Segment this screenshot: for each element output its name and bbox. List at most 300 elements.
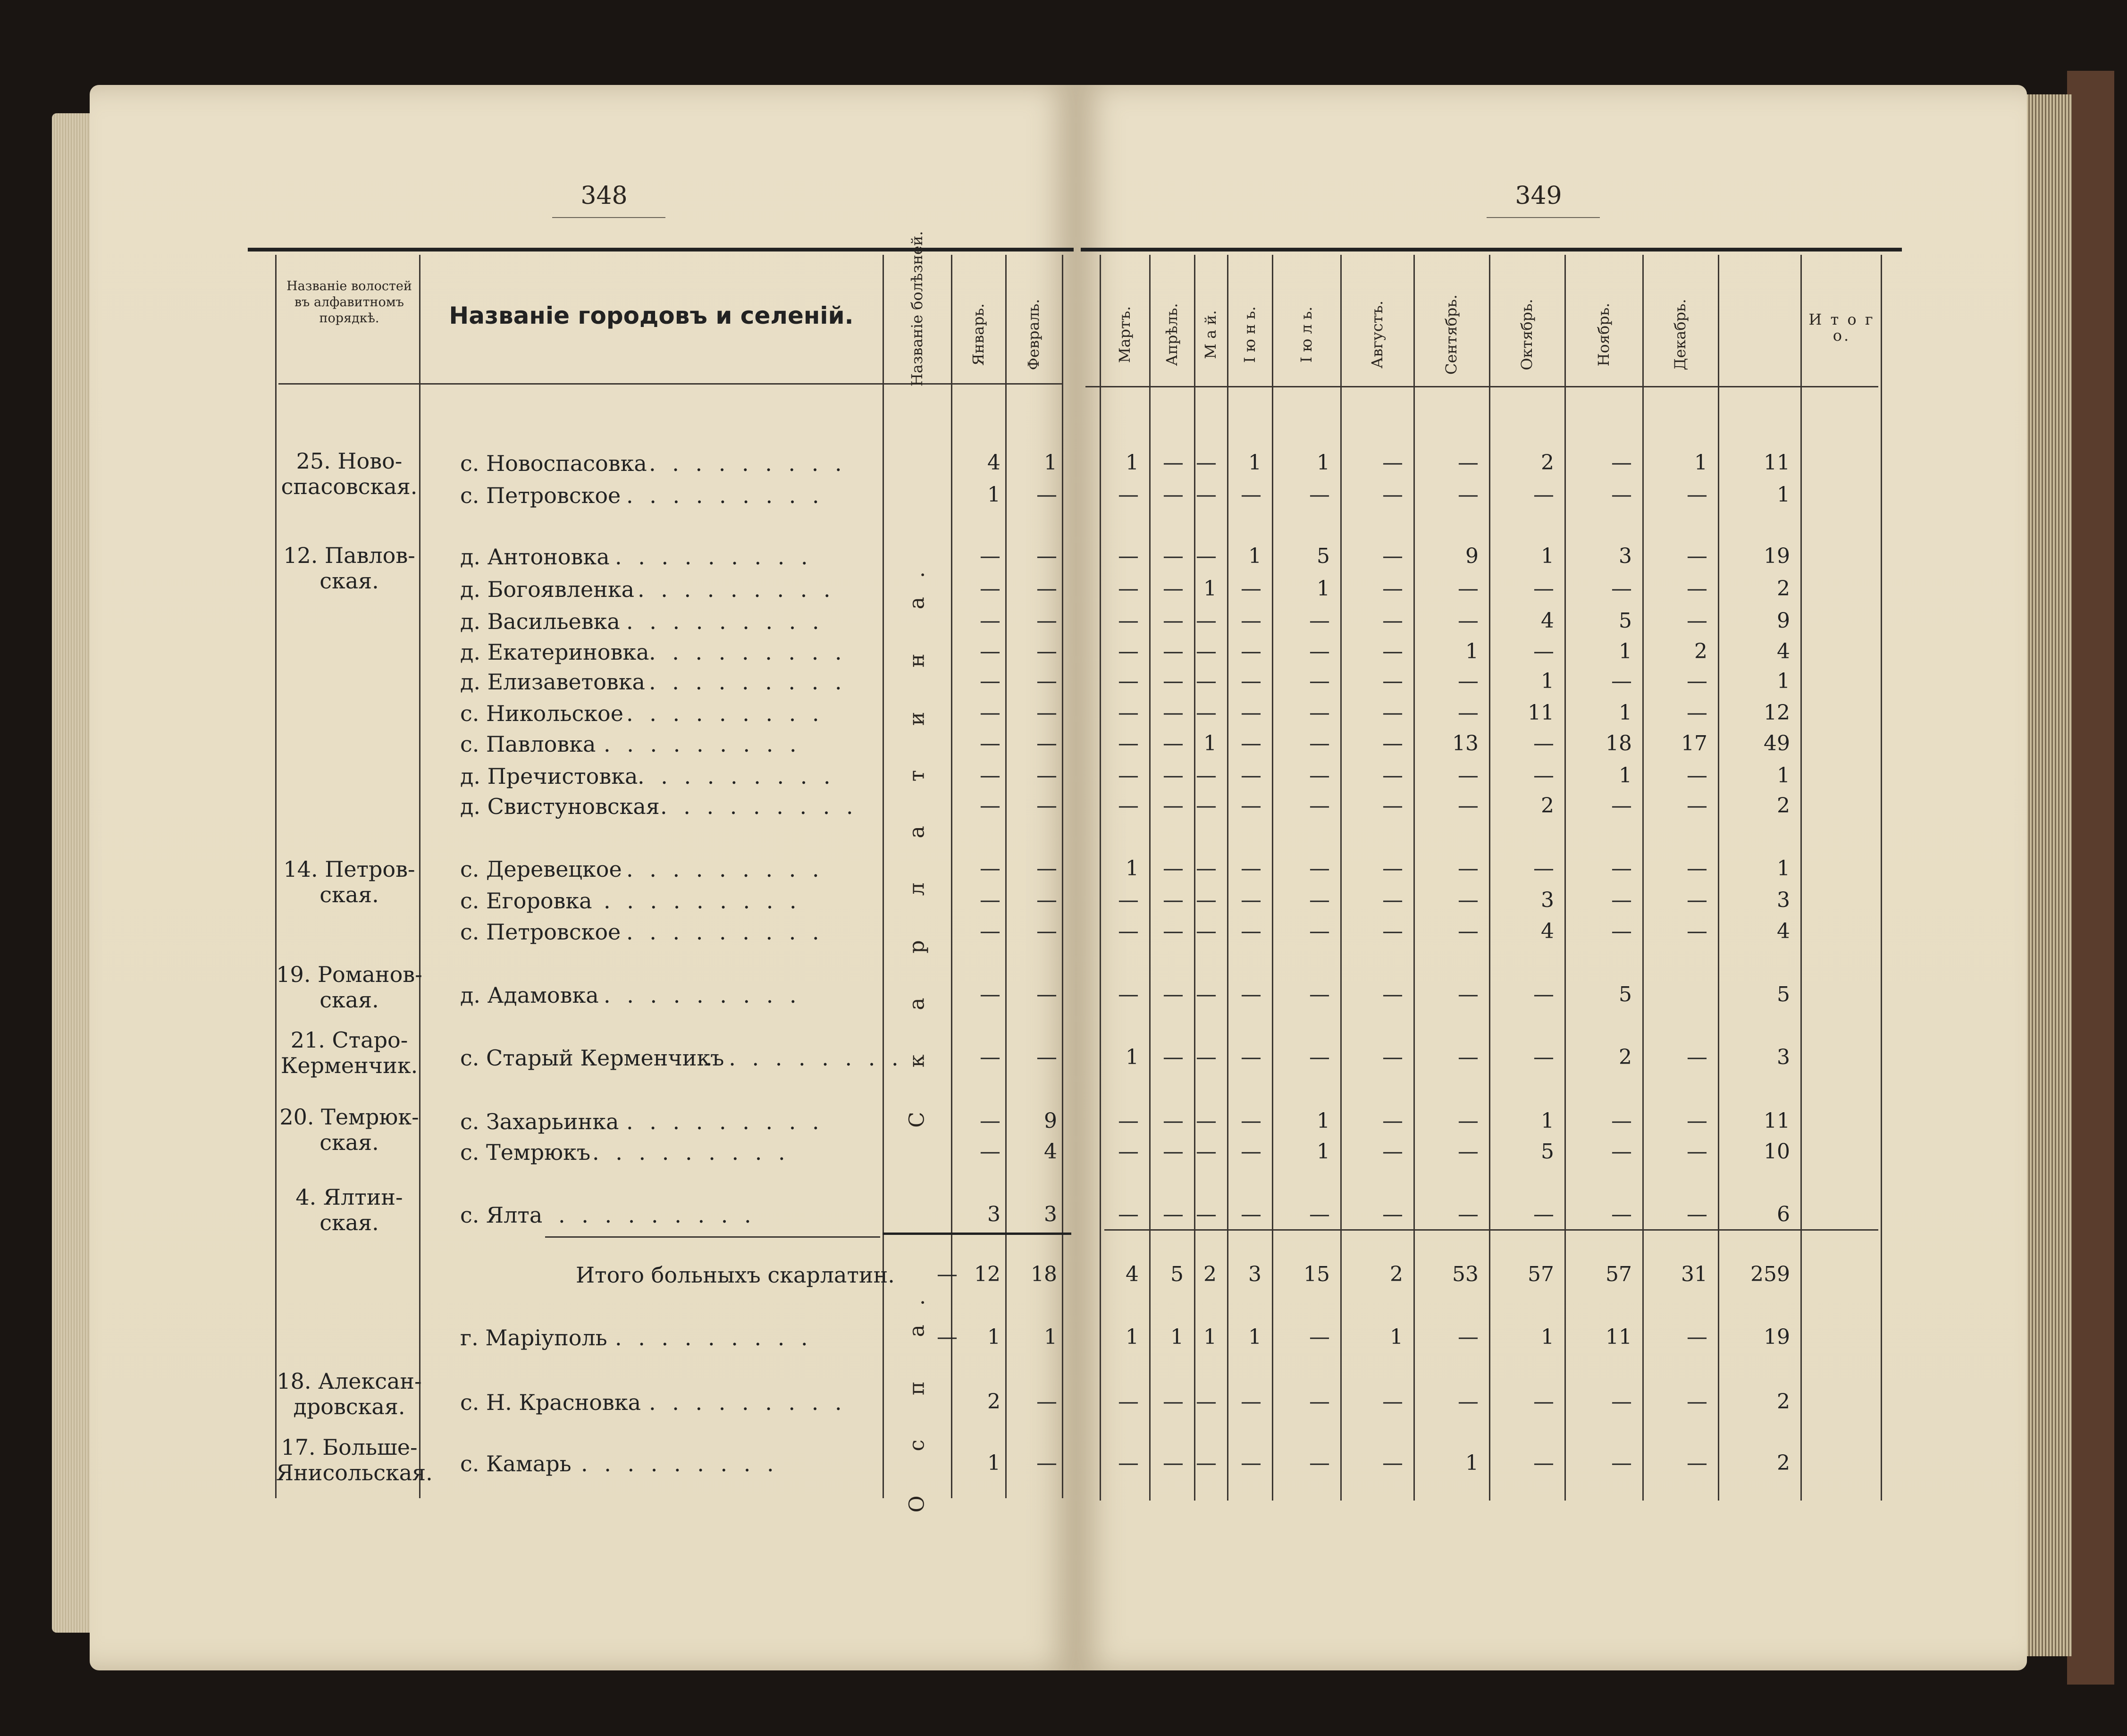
table-cell: — bbox=[1611, 577, 1632, 601]
table-cell: 1 bbox=[1777, 856, 1790, 881]
place-name: д. Антоновка bbox=[460, 544, 610, 570]
table-cell: — bbox=[1458, 888, 1479, 912]
table-cell: 3 bbox=[1619, 544, 1632, 568]
table-cell: — bbox=[1533, 1202, 1554, 1226]
leader-dots: . . . . . . . . . bbox=[581, 1451, 779, 1476]
table-cell: — bbox=[1118, 609, 1139, 633]
table-cell: — bbox=[1036, 919, 1057, 943]
table-cell: — bbox=[1118, 544, 1139, 568]
leader-dots: . . . . . . . . . bbox=[626, 1109, 824, 1134]
table-cell: — bbox=[1309, 1325, 1330, 1349]
table-cell: 1 bbox=[1126, 451, 1139, 475]
table-cell: — bbox=[1163, 1140, 1184, 1164]
table-cell: — bbox=[1163, 731, 1184, 755]
table-cell: — bbox=[1036, 982, 1057, 1006]
table-cell: — bbox=[1196, 1045, 1217, 1069]
table-cell: — bbox=[980, 794, 1000, 818]
table-cell: — bbox=[1118, 1390, 1139, 1414]
table-cell: — bbox=[1458, 1109, 1479, 1133]
table-cell: 57 bbox=[1528, 1262, 1554, 1286]
leader-dots: . . . . . . . . . bbox=[638, 577, 835, 602]
table-cell: — bbox=[1163, 1109, 1184, 1133]
table-cell: — bbox=[980, 701, 1000, 725]
leader-dots: . . . . . . . . . bbox=[615, 544, 813, 570]
table-cell: — bbox=[1309, 669, 1330, 693]
table-cell: 19 bbox=[1764, 544, 1790, 568]
table-cell: — bbox=[1163, 794, 1184, 818]
table-cell: 1 bbox=[1465, 1451, 1479, 1475]
table-cell: 1 bbox=[987, 483, 1000, 507]
table-cell: — bbox=[1118, 1451, 1139, 1475]
table-cell: — bbox=[1458, 483, 1479, 507]
header-total: И т о г о. bbox=[1808, 310, 1875, 344]
table-cell: — bbox=[1241, 577, 1261, 601]
table-cell: — bbox=[1196, 1109, 1217, 1133]
table-cell: — bbox=[1163, 544, 1184, 568]
table-cell: — bbox=[1382, 763, 1403, 788]
table-cell: 2 bbox=[1694, 639, 1707, 663]
table-cell: — bbox=[1382, 1109, 1403, 1133]
table-cell: — bbox=[1196, 639, 1217, 663]
table-cell: — bbox=[1458, 763, 1479, 788]
table-cell: 11 bbox=[1606, 1325, 1632, 1349]
table-cell: — bbox=[1241, 1109, 1261, 1133]
leader-dots: . . . . . . . . . bbox=[558, 1202, 756, 1228]
table-cell: — bbox=[1687, 1202, 1707, 1226]
table-cell: — bbox=[1458, 1140, 1479, 1164]
place-name: с. Павловка bbox=[460, 731, 596, 757]
total-label: Итого больныхъ скарлатин. bbox=[576, 1262, 895, 1288]
leader-dots: . . . . . . . . . bbox=[660, 794, 858, 819]
table-cell: 53 bbox=[1452, 1262, 1479, 1286]
table-cell: 3 bbox=[1248, 1262, 1261, 1286]
table-cell: — bbox=[1118, 639, 1139, 663]
column-rule bbox=[1413, 255, 1415, 1501]
table-cell: 5 bbox=[1541, 1140, 1554, 1164]
table-cell: 4 bbox=[1777, 919, 1790, 943]
place-name: с. Ялта bbox=[460, 1202, 543, 1228]
table-cell: — bbox=[1687, 1109, 1707, 1133]
place-name: с. Егоровка bbox=[460, 888, 592, 914]
table-cell: — bbox=[1241, 1045, 1261, 1069]
leader-dots: . . . . . . . . . bbox=[604, 982, 801, 1008]
table-cell: — bbox=[1163, 763, 1184, 788]
table-cell: 11 bbox=[1764, 451, 1790, 475]
table-cell: — bbox=[1241, 888, 1261, 912]
table-cell: — bbox=[1163, 1451, 1184, 1475]
table-cell: — bbox=[1241, 1451, 1261, 1475]
table-cell: — bbox=[1196, 856, 1217, 881]
table-cell: 4 bbox=[1126, 1262, 1139, 1286]
place-name: с. Захарьинка bbox=[460, 1109, 619, 1134]
table-cell: 3 bbox=[1541, 888, 1554, 912]
table-cell: — bbox=[1687, 1325, 1707, 1349]
table-cell: — bbox=[1382, 1451, 1403, 1475]
column-rule bbox=[883, 255, 884, 1498]
place-name: с. Темрюкъ bbox=[460, 1140, 591, 1165]
table-cell: — bbox=[1687, 544, 1707, 568]
table-cell: — bbox=[1241, 1390, 1261, 1414]
table-cell: 15 bbox=[1303, 1262, 1330, 1286]
table-cell: — bbox=[1533, 1390, 1554, 1414]
leader-dots: . . . . . . . . . bbox=[649, 639, 847, 665]
table-cell: — bbox=[1118, 794, 1139, 818]
table-cell: — bbox=[1036, 763, 1057, 788]
table-cell: — bbox=[1382, 794, 1403, 818]
header-month: М а й. bbox=[1202, 310, 1219, 359]
table-cell: 2 bbox=[1541, 794, 1554, 818]
table-cell: — bbox=[1163, 577, 1184, 601]
table-cell: — bbox=[1118, 1202, 1139, 1226]
table-cell: — bbox=[1382, 731, 1403, 755]
table-cell: — bbox=[1241, 483, 1261, 507]
table-cell: — bbox=[1118, 483, 1139, 507]
table-cell: 3 bbox=[1044, 1202, 1057, 1226]
disease-label-scarlatina: С к а р л а т и н а. bbox=[905, 553, 929, 1128]
table-cell: — bbox=[1687, 763, 1707, 788]
header-month: Декабрь. bbox=[1671, 299, 1689, 370]
table-cell: 9 bbox=[1777, 609, 1790, 633]
table-top-rule bbox=[1081, 248, 1902, 252]
table-cell: 1 bbox=[987, 1451, 1000, 1475]
header-month: Октябрь. bbox=[1518, 299, 1536, 370]
table-cell: — bbox=[1241, 669, 1261, 693]
leader-dots: . . . . . . . . . bbox=[626, 919, 824, 945]
table-cell: 1 bbox=[1317, 1109, 1330, 1133]
table-cell: — bbox=[1382, 1045, 1403, 1069]
table-cell: 1 bbox=[1317, 1140, 1330, 1164]
table-cell: — bbox=[1611, 1109, 1632, 1133]
leader-dots: . . . . . . . . . bbox=[604, 888, 801, 914]
table-cell: 2 bbox=[1203, 1262, 1217, 1286]
table-cell: — bbox=[1163, 1045, 1184, 1069]
table-cell: — bbox=[1036, 544, 1057, 568]
table-cell: — bbox=[1163, 609, 1184, 633]
table-cell: — bbox=[1309, 856, 1330, 881]
table-cell: 4 bbox=[1777, 639, 1790, 663]
table-cell: — bbox=[1382, 856, 1403, 881]
table-cell: 1 bbox=[1777, 483, 1790, 507]
table-cell: 6 bbox=[1777, 1202, 1790, 1226]
table-cell: — bbox=[1163, 1390, 1184, 1414]
table-cell: — bbox=[1118, 763, 1139, 788]
table-cell: — bbox=[980, 982, 1000, 1006]
table-cell: — bbox=[1196, 1390, 1217, 1414]
column-rule bbox=[1340, 255, 1342, 1501]
table-cell: — bbox=[1458, 856, 1479, 881]
table-cell: 1 bbox=[1777, 763, 1790, 788]
table-cell: — bbox=[1458, 1202, 1479, 1226]
table-cell: 1 bbox=[1126, 1045, 1139, 1069]
table-cell: — bbox=[1458, 1045, 1479, 1069]
table-cell: 5 bbox=[1619, 609, 1632, 633]
table-cell: — bbox=[1163, 451, 1184, 475]
right-page-edges bbox=[2020, 94, 2072, 1656]
table-cell: 2 bbox=[1777, 577, 1790, 601]
table-cell: — bbox=[1458, 1325, 1479, 1349]
table-cell: 1 bbox=[1044, 1325, 1057, 1349]
table-cell: 2 bbox=[1777, 1451, 1790, 1475]
table-cell: — bbox=[1382, 1140, 1403, 1164]
place-name: д. Екатериновка bbox=[460, 639, 649, 665]
place-name: с. Новоспасовка bbox=[460, 451, 647, 476]
table-cell: — bbox=[1687, 609, 1707, 633]
table-cell: — bbox=[1611, 669, 1632, 693]
table-cell: — bbox=[1458, 919, 1479, 943]
table-cell: — bbox=[1118, 669, 1139, 693]
column-rule bbox=[1718, 255, 1719, 1501]
place-name: с. Старый Керменчикъ bbox=[460, 1045, 724, 1071]
leader-dots: . . . . . . . . . bbox=[615, 1325, 813, 1350]
table-cell: 4 bbox=[1541, 919, 1554, 943]
table-cell: — bbox=[1241, 982, 1261, 1006]
table-cell: — bbox=[1309, 609, 1330, 633]
table-cell: — bbox=[1382, 701, 1403, 725]
table-cell: 1 bbox=[1777, 669, 1790, 693]
leader-dots: . . . . . . . . . bbox=[649, 1390, 847, 1415]
table-cell: — bbox=[1196, 1451, 1217, 1475]
leader-dots: . . . . . . . . . bbox=[626, 609, 824, 634]
table-cell: — bbox=[980, 639, 1000, 663]
table-cell: — bbox=[1163, 919, 1184, 943]
total-rule bbox=[545, 1236, 880, 1238]
table-cell: — bbox=[1118, 888, 1139, 912]
table-cell: — bbox=[1687, 888, 1707, 912]
place-name: д. Елизаветовка bbox=[460, 669, 645, 695]
table-cell: — bbox=[1687, 794, 1707, 818]
table-cell: 1 bbox=[1465, 639, 1479, 663]
table-cell: — bbox=[1196, 669, 1217, 693]
table-cell: 1 bbox=[1619, 701, 1632, 725]
table-cell: 1 bbox=[1203, 577, 1217, 601]
table-cell: 1 bbox=[1541, 544, 1554, 568]
table-cell: — bbox=[980, 731, 1000, 755]
volost-name: 18. Алексан- дровская. bbox=[277, 1368, 422, 1419]
table-cell: — bbox=[1687, 483, 1707, 507]
table-cell: 2 bbox=[1390, 1262, 1403, 1286]
table-cell: — bbox=[1458, 701, 1479, 725]
table-cell: — bbox=[1687, 1390, 1707, 1414]
total-rule-bold bbox=[883, 1233, 1071, 1235]
disease-label-osp: О с п а. bbox=[905, 1280, 929, 1513]
table-cell: — bbox=[1036, 731, 1057, 755]
table-cell: — bbox=[937, 1262, 958, 1286]
table-cell: 1 bbox=[1317, 451, 1330, 475]
table-cell: — bbox=[1611, 483, 1632, 507]
table-cell: — bbox=[1382, 451, 1403, 475]
table-cell: 2 bbox=[987, 1390, 1000, 1414]
table-cell: — bbox=[1196, 544, 1217, 568]
table-cell: — bbox=[1163, 639, 1184, 663]
table-cell: — bbox=[1241, 701, 1261, 725]
table-cell: — bbox=[1036, 577, 1057, 601]
table-cell: — bbox=[1118, 982, 1139, 1006]
leader-dots: . . . . . . . . . bbox=[626, 856, 824, 882]
table-cell: — bbox=[980, 1109, 1000, 1133]
leader-dots: . . . . . . . . . bbox=[706, 1045, 903, 1071]
table-cell: — bbox=[1118, 701, 1139, 725]
table-cell: — bbox=[1687, 669, 1707, 693]
table-cell: 5 bbox=[1619, 982, 1632, 1006]
table-cell: — bbox=[1118, 577, 1139, 601]
leader-dots: . . . . . . . . . bbox=[626, 483, 824, 508]
table-cell: — bbox=[1163, 888, 1184, 912]
table-cell: — bbox=[1309, 919, 1330, 943]
table-cell: — bbox=[1036, 669, 1057, 693]
table-cell: — bbox=[1533, 1045, 1554, 1069]
table-cell: 1 bbox=[1541, 669, 1554, 693]
place-name: с. Камарь bbox=[460, 1451, 572, 1476]
table-cell: — bbox=[1687, 1451, 1707, 1475]
place-name: д. Адамовка bbox=[460, 982, 599, 1008]
table-cell: — bbox=[1163, 982, 1184, 1006]
table-cell: — bbox=[1382, 919, 1403, 943]
table-cell: 4 bbox=[1541, 609, 1554, 633]
volost-name: 25. Ново- спасовская. bbox=[281, 448, 418, 499]
header-month: Январь. bbox=[969, 303, 987, 366]
place-name: д. Свистуновская bbox=[460, 794, 660, 819]
page-number-left: 348 bbox=[580, 182, 628, 210]
table-cell: 3 bbox=[987, 1202, 1000, 1226]
table-cell: — bbox=[980, 1140, 1000, 1164]
table-cell: — bbox=[1196, 1202, 1217, 1226]
table-cell: — bbox=[1533, 639, 1554, 663]
place-name: с. Н. Красновка bbox=[460, 1390, 641, 1415]
table-cell: — bbox=[1611, 1451, 1632, 1475]
table-cell: — bbox=[1687, 856, 1707, 881]
table-cell: — bbox=[1241, 1140, 1261, 1164]
table-cell: — bbox=[980, 919, 1000, 943]
leader-dots: . . . . . . . . . bbox=[649, 451, 847, 476]
table-cell: — bbox=[1196, 451, 1217, 475]
table-cell: — bbox=[1611, 794, 1632, 818]
table-cell: — bbox=[980, 888, 1000, 912]
table-cell: — bbox=[1163, 1202, 1184, 1226]
table-cell: 2 bbox=[1777, 1390, 1790, 1414]
table-cell: — bbox=[1458, 577, 1479, 601]
table-cell: 2 bbox=[1619, 1045, 1632, 1069]
volost-name: 19. Романов- ская. bbox=[276, 962, 422, 1013]
table-cell: 5 bbox=[1777, 982, 1790, 1006]
table-cell: 1 bbox=[1248, 451, 1261, 475]
table-cell: — bbox=[1309, 794, 1330, 818]
table-cell: 1 bbox=[1390, 1325, 1403, 1349]
table-cell: — bbox=[980, 669, 1000, 693]
table-cell: — bbox=[1309, 763, 1330, 788]
table-cell: — bbox=[1036, 1390, 1057, 1414]
table-cell: — bbox=[1382, 888, 1403, 912]
column-rule bbox=[1881, 255, 1882, 1501]
table-cell: — bbox=[1036, 483, 1057, 507]
table-cell: — bbox=[1163, 669, 1184, 693]
page-number-right: 349 bbox=[1515, 182, 1562, 210]
table-cell: — bbox=[1241, 731, 1261, 755]
table-cell: — bbox=[1611, 1140, 1632, 1164]
table-cell: 12 bbox=[974, 1262, 1000, 1286]
place-name: г. Маріуполь bbox=[460, 1325, 607, 1350]
table-cell: — bbox=[1196, 888, 1217, 912]
table-cell: 4 bbox=[1044, 1140, 1057, 1164]
table-cell: — bbox=[1196, 609, 1217, 633]
table-cell: — bbox=[980, 609, 1000, 633]
header-month: Августъ. bbox=[1368, 301, 1386, 369]
table-cell: 1 bbox=[987, 1325, 1000, 1349]
table-cell: 1 bbox=[1248, 1325, 1261, 1349]
place-name: д. Пречистовка bbox=[460, 763, 638, 789]
table-cell: 1 bbox=[1694, 451, 1707, 475]
book-cover bbox=[2067, 71, 2114, 1685]
table-cell: — bbox=[1687, 701, 1707, 725]
table-cell: — bbox=[1458, 669, 1479, 693]
table-cell: — bbox=[1036, 1045, 1057, 1069]
table-cell: — bbox=[1611, 1390, 1632, 1414]
leader-dots: . . . . . . . . . bbox=[626, 701, 824, 726]
table-cell: 13 bbox=[1452, 731, 1479, 755]
volost-name: 20. Темрюк- ская. bbox=[279, 1104, 419, 1155]
table-cell: — bbox=[1458, 451, 1479, 475]
table-cell: — bbox=[1163, 856, 1184, 881]
table-cell: 1 bbox=[1317, 577, 1330, 601]
table-cell: 11 bbox=[1764, 1109, 1790, 1133]
header-month: Ноябрь. bbox=[1594, 302, 1613, 367]
table-cell: 9 bbox=[1044, 1109, 1057, 1133]
place-name: д. Богоявленка bbox=[460, 577, 635, 602]
table-cell: — bbox=[1241, 794, 1261, 818]
table-cell: — bbox=[1309, 1202, 1330, 1226]
table-cell: — bbox=[1036, 701, 1057, 725]
header-place: Названіе городовъ и селеній. bbox=[449, 302, 854, 329]
total-rule bbox=[1104, 1229, 1878, 1231]
table-cell: 1 bbox=[1541, 1109, 1554, 1133]
column-rule bbox=[1489, 255, 1490, 1501]
table-cell: — bbox=[1196, 794, 1217, 818]
table-cell: — bbox=[1163, 483, 1184, 507]
table-cell: 1 bbox=[1044, 451, 1057, 475]
column-rule bbox=[1564, 255, 1566, 1501]
table-cell: — bbox=[1196, 701, 1217, 725]
table-cell: — bbox=[1036, 888, 1057, 912]
table-cell: — bbox=[1036, 794, 1057, 818]
table-cell: — bbox=[1309, 982, 1330, 1006]
table-cell: — bbox=[980, 763, 1000, 788]
table-cell: — bbox=[1241, 856, 1261, 881]
table-cell: — bbox=[1309, 639, 1330, 663]
table-cell: 11 bbox=[1528, 701, 1554, 725]
table-cell: 1 bbox=[1126, 1325, 1139, 1349]
table-cell: — bbox=[1118, 919, 1139, 943]
place-name: с. Петровское bbox=[460, 483, 621, 508]
table-cell: — bbox=[1687, 577, 1707, 601]
table-cell: 3 bbox=[1777, 1045, 1790, 1069]
header-month: Апрѣль. bbox=[1162, 303, 1181, 366]
place-name: с. Деревецкое bbox=[460, 856, 622, 882]
table-cell: — bbox=[1533, 1451, 1554, 1475]
table-cell: 17 bbox=[1681, 731, 1707, 755]
table-cell: 12 bbox=[1764, 701, 1790, 725]
table-cell: — bbox=[1458, 794, 1479, 818]
table-cell: 3 bbox=[1777, 888, 1790, 912]
table-cell: — bbox=[1382, 544, 1403, 568]
header-month: Мартъ. bbox=[1115, 306, 1134, 363]
table-cell: 10 bbox=[1764, 1140, 1790, 1164]
page-number-underline bbox=[1487, 217, 1600, 218]
header-month: Февраль. bbox=[1025, 299, 1042, 370]
leader-dots: . . . . . . . . . bbox=[604, 731, 801, 757]
table-cell: — bbox=[1687, 919, 1707, 943]
table-cell: — bbox=[1163, 701, 1184, 725]
leader-dots: . . . . . . . . . bbox=[638, 763, 835, 789]
column-rule bbox=[1062, 255, 1063, 1498]
